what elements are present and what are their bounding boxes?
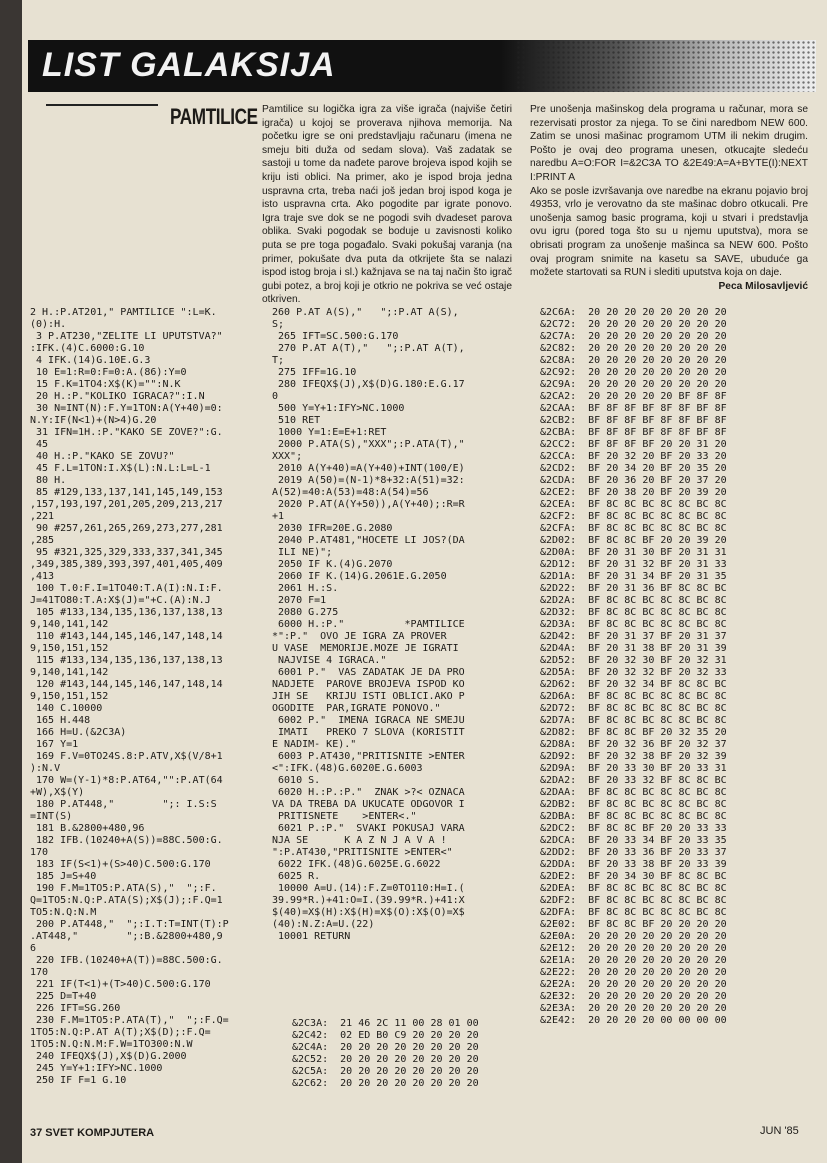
title-rule bbox=[46, 104, 158, 106]
footer-date: JUN '85 bbox=[760, 1125, 799, 1137]
basic-listing-column-2: 260 P.AT A(S)," ";:P.AT A(S), S; 265 IFT=SC.500:G.170 270 P.AT A(T)," ";:P.AT A(T), T; 275 IFF=1G.10 280 IFEQX$(J),X$(D)G.180:E.G.17 0 500 Y=Y+1:IFY>NC.1000 510 RET 1000 Y=1:E=E+1:RET 2000 P.ATA(S),"XXX";:P.ATA(T)," XXX"; 2010 A(Y+40)=A(Y+40)+INT(100/E) 2019 A(50)=(N-1)*8+32:A(51)=32: A(52)=40:A(53)=48:A(54)=56 2020 P.AT(A(Y+50)),A(Y+40);:R=R +1 2030 IFR=20E.G.2080 2040 P.AT481,"HOCETE LI JOS?(DA ILI NE)"; 2050 IF K.(4)G.2070 2060 IF K.(14)G.2061E.G.2050 2061 H.:S. 2070 F=1 2080 G.275 6000 H.:P." *PAMTILICE *":P." OVO JE IGRA ZA PROVER U VASE MEMORIJE.MOZE JE IGRATI NAJVISE 4 IGRACA." 6001 P." VAS ZADATAK JE DA PRO NADJETE PAROVE BROJEVA ISPOD KO JIH SE KRIJU ISTI OBLICI.AKO P OGODITE PAR,IGRATE PONOVO." 6002 P." IMENA IGRACA NE SMEJU IMATI PREKO 7 SLOVA (KORISTIT E NADIM- KE)." 6003 P.AT430,"PRITISNITE >ENTER <":IFK.(48)G.6020E.G.6003 6010 S. 6020 H.:P.:P." ZNAK >?< OZNACA VA DA TREBA DA UKUCATE ODGOVOR I PRITISNETE >ENTER<." 6021 P.:P." SVAKI POKUSAJ VARA NJA SE K A Z N J A V A ! ":P.AT430,"PRITISNITE >ENTER<" 6022 IFK.(48)G.6025E.G.6022 6025 R. 10000 A=U.(14):F.Z=0TO110:H=I.( 39.99*R.)+41:O=I.(39.99*R.)+41:X $(40)=X$(H):X$(H)=X$(O):X$(O)=X$ (40):N.Z:A=U.(22) 10001 RETURN bbox=[272, 307, 465, 942]
banner-halftone bbox=[516, 40, 816, 92]
intro-paragraph-right bbox=[530, 103, 808, 293]
hex-dump-bottom: &2C3A: 21 46 2C 11 00 28 01 00 &2C42: 02 ED B0 C9 20 20 20 20 &2C4A: 20 20 20 20 20 20 20 20 &2C52: 20 20 20 20 20 20 20 20 &2C5A: 20 20 20 20 20 20 20 20 &2C62: 20 20 20 20 20 20 20 20 bbox=[292, 1018, 479, 1089]
basic-listing-column-1: 2 H.:P.AT201," PAMTILICE ":L=K. (0):H. 3 P.AT230,"ZELITE LI UPUTSTVA?" :IFK.(4)C.6000:G.10 4 IFK.(14)G.10E.G.3 10 E=1:R=0:F=0:A.(86):Y=0 15 F.K=1TO4:X$(K)="":N.K 20 H.:P."KOLIKO IGRACA?":I.N 30 N=INT(N):F.Y=1TON:A(Y+40)=0: N.Y:IF(N<1)+(N>4)G.20 31 IFN=1H.:P."KAKO SE ZOVE?":G. 45 40 H.:P."KAKO SE ZOVU?" 45 F.L=1TON:I.X$(L):N.L:L=L-1 80 H. 85 #129,133,137,141,145,149,153 ,157,193,197,201,205,209,213,217 ,221 90 #257,261,265,269,273,277,281 ,285 95 #321,325,329,333,337,341,345 ,349,385,389,393,397,401,405,409 ,413 100 T.0:F.I=1TO40:T.A(I):N.I:F. J=41TO80:T.A:X$(J)="+C.(A):N.J 105 #133,134,135,136,137,138,13 9,140,141,142 110 #143,144,145,146,147,148,14 9,150,151,152 115 #133,134,135,136,137,138,13 9,140,141,142 120 #143,144,145,146,147,148,14 9,150,151,152 140 C.10000 165 H.448 166 H=U.(&2C3A) 167 Y=1 169 F.V=0TO24S.8:P.ATV,X$(V/8+1 ):N.V 170 W=(Y-1)*8:P.AT64,"":P.AT(64 +W),X$(Y) 180 P.AT448," ";: I.S:S =INT(S) 181 B.&2800+480,96 182 IFB.(10240+A(S))=88C.500:G. 170 183 IF(S<1)+(S>40)C.500:G.170 185 J=S+40 190 F.M=1TO5:P.ATA(S)," ";:F. Q=1TO5:N.Q:P.ATA(S);X$(J);:F.Q=1 TO5:N.Q:N.M 200 P.AT448," ";:I.T:T=INT(T):P .AT448," ";:B.&2800+480,9 6 220 IFB.(10240+A(T))=88C.500:G. 170 221 IF(T<1)+(T>40)C.500:G.170 225 D=T+40 226 IFT=SG.260 230 F.M=1TO5:P.ATA(T)," ";:F.Q= 1TO5:N.Q:P.AT A(T);X$(D);:F.Q= 1TO5:N.Q:N.M:F.W=1TO300:N.W 240 IFEQX$(J),X$(D)G.2000 245 Y=Y+1:IFY>NC.1000 250 IF F=1 G.10 bbox=[30, 307, 229, 1086]
banner-title: LIST GALAKSIJA bbox=[42, 46, 336, 84]
intro-paragraph-left: Pamtilice su logička igra za više igrača (najviše četiri igrača) u kojoj se proverava njihova memorija. Na početku igre se oni predstavljaju računaru (imena ne smeju biti duža od sedam slova). Vaš zadatak se sastoji u tome da nađete parove brojeva ispod kojih se kriju isti oblici. Na primer, ako je ispod broja jedna uspravna crta, treba naći još jedan broj ispod koga je isto uspravna crta. Ako pogodite par igrate ponovo. Igra traje sve dok se ne pogodi svih dvadeset parova oblika. Svaki pogodak se boduje u zavisnosti koliko puta se pre toga pogađalo. Svaki pokušaj varanja (na primer, pokušate dva puta da otkrijete šta se nalazi ispod istog broja i sl.) kažnjava se na taj način što igrač gubi potez, a broj koji je otkrio ne pokriva se već ostaje otkriven. bbox=[262, 104, 512, 306]
page-edge-shadow bbox=[0, 0, 22, 1163]
header-banner bbox=[28, 40, 816, 92]
footer-page-label: 37 SVET KOMPJUTERA bbox=[30, 1127, 155, 1139]
author-name: Peca Milosavljević bbox=[718, 280, 808, 292]
article-title: PAMTILICE bbox=[170, 104, 258, 129]
hex-dump-column: &2C6A: 20 20 20 20 20 20 20 20 &2C72: 20 20 20 20 20 20 20 20 &2C7A: 20 20 20 20 20 20 20 20 &2C82: 20 20 20 20 20 20 20 20 &2C8A: 20 20 20 20 20 20 20 20 &2C92: 20 20 20 20 20 20 20 20 &2C9A: 20 20 20 20 20 20 20 20 &2CA2: 20 20 20 20 20 BF 8F 8F &2CAA: BF 8F 8F BF 8F 8F BF 8F &2CB2: BF 8F 8F BF 8F 8F BF 8F &2CBA: BF 8F 8F BF 8F 8F BF 8F &2CC2: BF 8F 8F BF 20 20 31 20 &2CCA: BF 20 32 20 BF 20 33 20 &2CD2: BF 20 34 20 BF 20 35 20 &2CDA: BF 20 36 20 BF 20 37 20 &2CE2: BF 20 38 20 BF 20 39 20 &2CEA: BF 8C 8C BC 8C 8C BC 8C &2CF2: BF 8C 8C BC 8C 8C BC 8C &2CFA: BF 8C 8C BC 8C 8C BC 8C &2D02: BF 8C 8C BF 20 20 39 20 &2D0A: BF 20 31 30 BF 20 31 31 &2D12: BF 20 31 32 BF 20 31 33 &2D1A: BF 20 31 34 BF 20 31 35 &2D22: BF 20 31 36 BF 8C 8C BC &2D2A: BF 8C 8C BC 8C 8C BC 8C &2D32: BF 8C 8C BC 8C 8C BC 8C &2D3A: BF 8C 8C BC 8C 8C BC 8C &2D42: BF 20 31 37 BF 20 31 37 &2D4A: BF 20 31 38 BF 20 31 39 &2D52: BF 20 32 30 BF 20 32 31 &2D5A: BF 20 32 32 BF 20 32 33 &2D62: BF 20 32 34 BF 8C 8C BC &2D6A: BF 8C 8C BC 8C 8C BC 8C &2D72: BF 8C 8C BC 8C 8C BC 8C &2D7A: BF 8C 8C BC 8C 8C BC 8C &2D82: BF 8C 8C BF 20 32 35 20 &2D8A: BF 20 32 36 BF 20 32 37 &2D92: BF 20 32 38 BF 20 32 39 &2D9A: BF 20 33 30 BF 20 33 31 &2DA2: BF 20 33 32 BF 8C 8C BC &2DAA: BF 8C 8C BC 8C 8C BC 8C &2DB2: BF 8C 8C BC 8C 8C BC 8C &2DBA: BF 8C 8C BC 8C 8C BC 8C &2DC2: BF 8C 8C BF 20 20 33 33 &2DCA: BF 20 33 34 BF 20 33 35 &2DD2: BF 20 33 36 BF 20 33 37 &2DDA: BF 20 33 38 BF 20 33 39 &2DE2: BF 20 34 30 BF 8C 8C BC &2DEA: BF 8C 8C BC 8C 8C BC 8C &2DF2: BF 8C 8C BC 8C 8C BC 8C &2DFA: BF 8C 8C BC 8C 8C BC 8C &2E02: BF 8C 8C BF 20 20 20 20 &2E0A: 20 20 20 20 20 20 20 20 &2E12: 20 20 20 20 20 20 20 20 &2E1A: 20 20 20 20 20 20 20 20 &2E22: 20 20 20 20 20 20 20 20 &2E2A: 20 20 20 20 20 20 20 20 &2E32: 20 20 20 20 20 20 20 20 &2E3A: 20 20 20 20 20 20 20 20 &2E42: 20 20 20 20 00 00 00 00 bbox=[540, 307, 727, 1026]
intro-right-text: Pre unošenja mašinskog dela programa u računar, mora se rezervisati prostor za njega. To se čini naredbom NEW 600. Zatim se unosi mašinac programom UTM ili nekim drugim. Pošto je ovaj deo programa unesen, otkucajte sledeću naredbu A=O:FOR I=&2C3A TO &2E49:A=A+BYTE(I):NEXT I:PRINT A Ako se posle izvršavanja ove naredbe na ekranu pojavio broj 49353, vrlo je verovatno da ste mašinac dobro otkucali. Pre unošenja samog basic programa, koji u stvari i predstavlja ovu igru (pored toga što su u njemu uputstva), mora se obrisati program za unošenje mašinca sa NEW 600. Pošto ovaj program snimite na kasetu sa SAVE, ubuduće ga možete startovati sa RUN i slediti uputstva koja on daje. bbox=[530, 104, 808, 279]
